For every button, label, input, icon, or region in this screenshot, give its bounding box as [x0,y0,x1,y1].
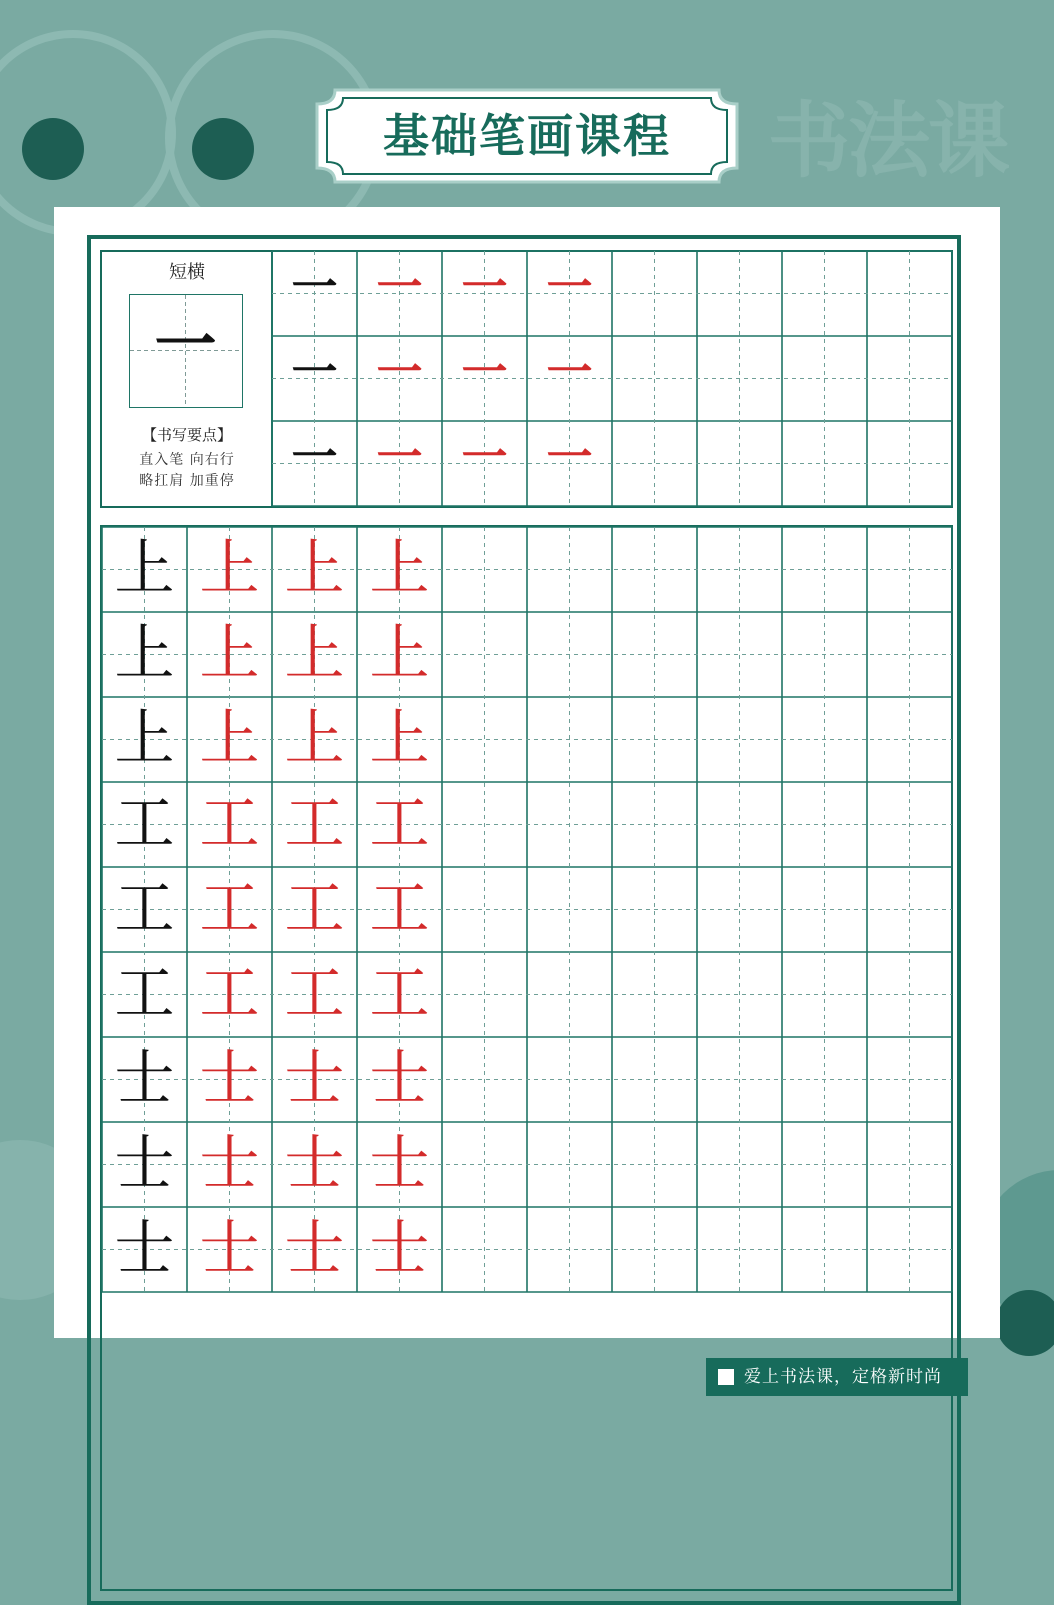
stroke-model-cell [272,415,357,500]
char-trace-cell [187,952,272,1037]
stroke-model-cell-glyph: 一 [291,430,338,484]
char-model-cell-glyph: 工 [114,874,175,944]
char-trace-cell-glyph: 上 [369,704,430,774]
stroke-model-cell [272,245,357,330]
char-trace-cell [187,867,272,952]
char-trace-cell [187,527,272,612]
char-trace-cell [272,782,357,867]
char-trace-cell-glyph: 工 [199,789,260,859]
char-trace-cell [187,612,272,697]
char-trace-cell [272,612,357,697]
char-trace-cell [357,867,442,952]
char-model-cell [102,952,187,1037]
char-trace-cell [187,697,272,782]
stroke-demo-box [129,294,243,408]
char-trace-cell-glyph: 工 [284,874,345,944]
char-trace-cell-glyph: 工 [284,959,345,1029]
stroke-model-cell [272,330,357,415]
stroke-trace-cell [442,245,527,330]
char-trace-cell-glyph: 士 [284,1129,345,1199]
char-trace-cell-glyph: 上 [369,534,430,604]
char-trace-cell-glyph: 士 [199,1044,260,1114]
char-model-cell-glyph: 上 [114,534,175,604]
decor-eye [996,1290,1054,1356]
stroke-trace-cell [357,330,442,415]
stroke-trace-cell [527,245,612,330]
char-trace-cell [187,1207,272,1292]
stroke-trace-cell [442,415,527,500]
char-model-cell-glyph: 上 [114,619,175,689]
char-trace-cell [357,1037,442,1122]
char-model-cell [102,1122,187,1207]
title-banner [313,86,741,186]
char-trace-cell-glyph: 工 [284,789,345,859]
char-model-cell-glyph: 工 [114,789,175,859]
char-trace-cell [272,1122,357,1207]
tips-heading: 【书写要点】 [141,426,232,444]
char-trace-cell-glyph: 士 [369,1129,430,1199]
stroke-model-cell-glyph: 一 [291,260,338,314]
char-trace-cell-glyph: 工 [369,874,430,944]
stroke-trace-cell [527,330,612,415]
char-trace-cell [272,527,357,612]
char-trace-cell-glyph: 工 [369,959,430,1029]
stroke-model-cell-glyph: 一 [291,345,338,399]
char-trace-cell-glyph: 工 [369,789,430,859]
char-trace-cell [272,1037,357,1122]
char-model-cell-glyph: 士 [114,1129,175,1199]
char-model-cell-glyph: 士 [114,1214,175,1284]
char-trace-cell [272,952,357,1037]
char-trace-cell-glyph: 上 [199,534,260,604]
stroke-trace-cell-glyph: 一 [376,430,423,484]
char-trace-cell-glyph: 上 [369,619,430,689]
char-trace-cell [357,782,442,867]
char-trace-cell [272,1207,357,1292]
char-trace-cell [272,697,357,782]
stroke-trace-cell-glyph: 一 [461,345,508,399]
char-trace-cell [357,1207,442,1292]
char-trace-cell [357,697,442,782]
char-trace-cell-glyph: 士 [369,1214,430,1284]
char-trace-cell-glyph: 士 [199,1214,260,1284]
stroke-trace-cell [442,330,527,415]
char-model-cell [102,697,187,782]
decor-eye [192,118,254,180]
char-trace-cell-glyph: 上 [199,704,260,774]
char-trace-cell [357,612,442,697]
char-trace-cell [187,782,272,867]
footer-slogan: 爱上书法课，定格新时尚 [744,1367,942,1387]
stroke-trace-cell-glyph: 一 [376,260,423,314]
char-trace-cell-glyph: 工 [199,959,260,1029]
char-trace-cell [357,1122,442,1207]
char-trace-cell-glyph: 上 [284,534,345,604]
char-trace-cell [272,867,357,952]
stroke-trace-cell-glyph: 一 [546,260,593,314]
char-model-cell [102,1207,187,1292]
char-model-cell-glyph: 士 [114,1044,175,1114]
stroke-trace-cell [357,245,442,330]
tips-line: 直入笔 向右行 [139,452,235,468]
char-trace-cell-glyph: 上 [284,704,345,774]
char-model-cell [102,1037,187,1122]
char-trace-cell-glyph: 士 [284,1214,345,1284]
char-trace-cell [357,952,442,1037]
footer-square-icon [718,1369,734,1385]
page-title: 基础笔画课程 [383,109,671,163]
stroke-name: 短横 [169,262,205,283]
stroke-trace-cell [527,415,612,500]
char-trace-cell-glyph: 上 [199,619,260,689]
stroke-trace-cell-glyph: 一 [546,345,593,399]
char-trace-cell-glyph: 士 [369,1044,430,1114]
tips-line: 略扛肩 加重停 [139,473,235,489]
char-trace-cell-glyph: 上 [284,619,345,689]
char-model-cell [102,612,187,697]
char-trace-cell-glyph: 士 [284,1044,345,1114]
stroke-trace-cell-glyph: 一 [376,345,423,399]
char-model-cell [102,867,187,952]
char-trace-cell [187,1037,272,1122]
footer-banner [706,1358,968,1396]
char-model-cell [102,527,187,612]
stroke-trace-cell-glyph: 一 [461,260,508,314]
char-model-cell [102,782,187,867]
stroke-trace-cell-glyph: 一 [461,430,508,484]
stroke-trace-cell-glyph: 一 [546,430,593,484]
char-trace-cell-glyph: 工 [199,874,260,944]
char-model-cell-glyph: 上 [114,704,175,774]
char-model-cell-glyph: 工 [114,959,175,1029]
char-trace-cell [187,1122,272,1207]
char-trace-cell [357,527,442,612]
char-trace-cell-glyph: 士 [199,1129,260,1199]
stroke-trace-cell [357,415,442,500]
watermark-text: 书法课 [768,94,1009,189]
stroke-demo-char: 一 [154,308,217,381]
decor-eye [22,118,84,180]
